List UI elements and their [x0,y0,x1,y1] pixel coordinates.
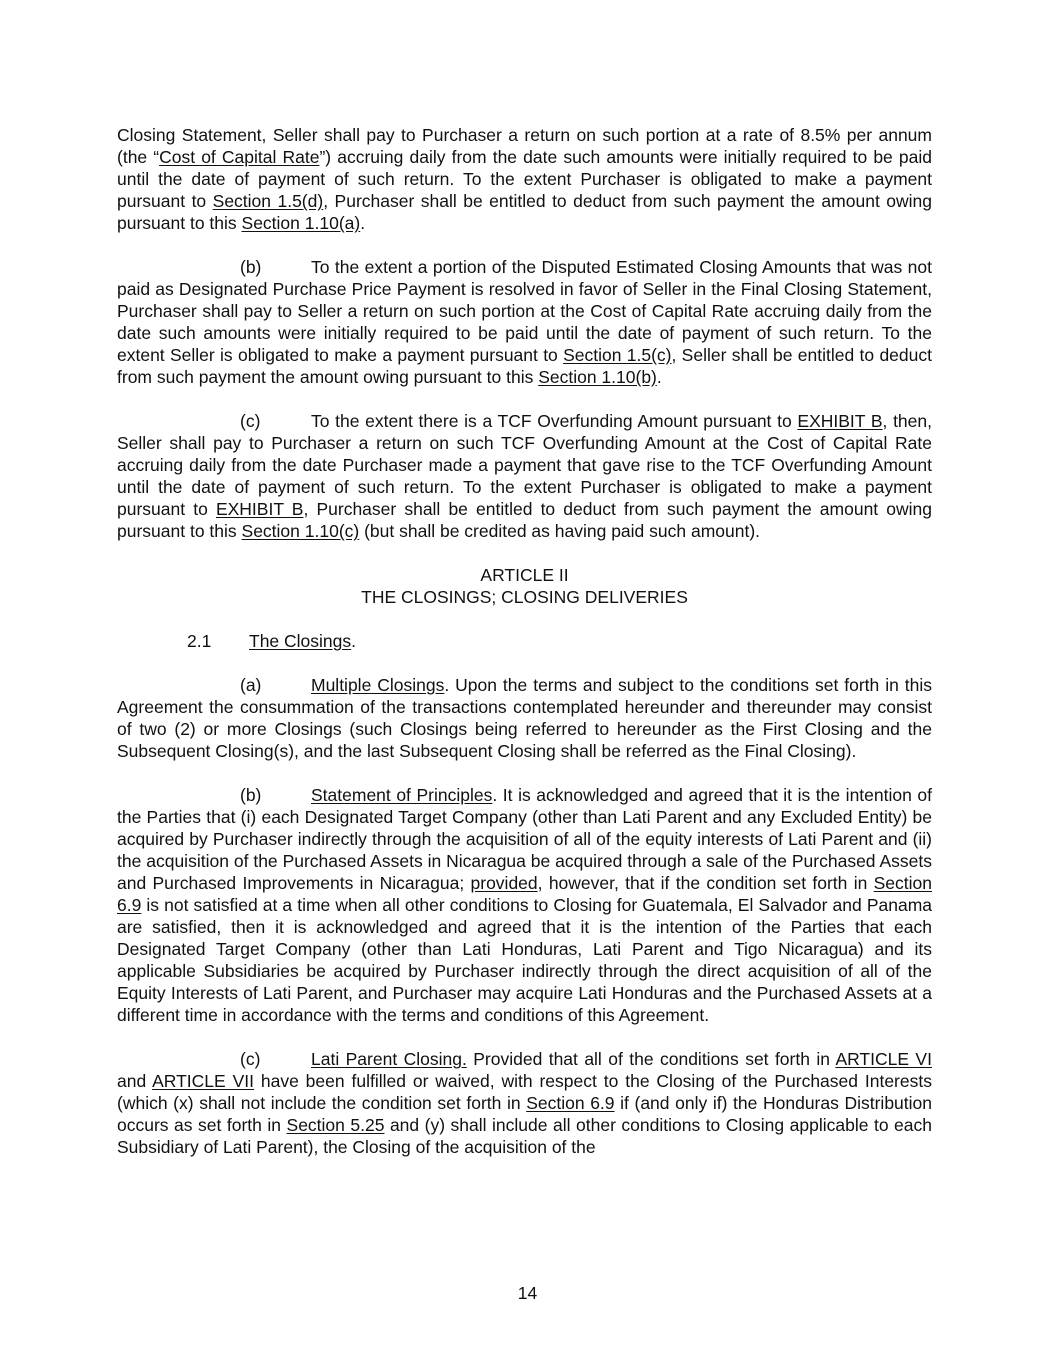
clause-label: (c) [240,1049,261,1069]
cross-reference: Section 5.25 [286,1115,385,1135]
text-run: , Seller shall be entitled to deduct from such payment the amount owing pursuant to this [117,345,932,387]
cross-reference: Section 6.9 [526,1093,615,1113]
clause-label: (b) [240,257,262,277]
cross-reference: ARTICLE VI [835,1049,932,1069]
paragraph-2-1-a [117,674,932,762]
paragraph-1-10-c [117,410,932,542]
cross-reference: ARTICLE VII [152,1071,254,1091]
paragraph-1-10-a-continued [117,124,932,234]
text-run: . [360,213,366,233]
cross-reference: Section 6.9 [117,873,932,915]
text-run: Provided that all of the conditions set forth in [466,1049,836,1069]
cross-reference: EXHIBIT B [215,499,304,519]
text-run: if (and only if) the Honduras Distribution occurs as set forth in [117,1093,933,1135]
article-title: THE CLOSINGS; CLOSING DELIVERIES [361,587,688,607]
text-run: To the extent there is a TCF Overfunding Amount pursuant to [311,411,798,431]
clause-label: (b) [240,785,262,805]
cross-reference: Section 1.10(c) [241,521,360,541]
document-page [117,124,932,1158]
text-run: ”) accruing daily from the date such amounts were initially required to be paid until the date of payment of such return. To the extent Purchaser is obligated to make a payment pursuant to [117,147,932,211]
cross-reference: Section 1.5(d) [212,191,324,211]
article-number: ARTICLE II [480,565,569,585]
text-run: , however, that if the condition set forth in [537,873,874,893]
clause-label: (c) [240,411,261,431]
defined-term-provided: provided [470,873,538,893]
text-run: and (y) shall include all other conditions to Closing applicable to each Subsidiary of Lati Parent), the Closing of the acquisition of the [117,1115,933,1157]
paragraph-2-1-c [117,1048,932,1158]
text-run: , Purchaser shall be entitled to deduct from such payment the amount owing pursuant to this [117,191,933,233]
clause-label: (a) [240,675,262,695]
clause-heading: Multiple Closings [311,675,445,695]
page-number: 14 [517,1283,538,1303]
text-run: and [117,1071,153,1091]
text-run: Closing Statement, Seller shall pay to Purchaser a return on such portion at a rate of 8.5% per annum (the “ [117,125,932,167]
text-run: have been fulfilled or waived, with respect to the Closing of the Purchased Interests (which (x) shall not include the condition set forth in [117,1071,932,1113]
text-run: , then, Seller shall pay to Purchaser a return on such TCF Overfunding Amount at the Cost of Capital Rate accruing daily from the date Purchaser made a payment that gave rise to the TCF Overfunding Amount until the date of payment of such return. To the extent Purchaser is obligated to make a payment pursuant to [117,411,932,519]
cross-reference: Section 1.10(a) [241,213,361,233]
cross-reference: Section 1.5(c) [563,345,672,365]
defined-term-cost-of-capital-rate: Cost of Capital Rate [159,147,320,167]
clause-heading: Statement of Principles [311,785,493,805]
text-run: is not satisfied at a time when all other conditions to Closing for Guatemala, El Salvador and Panama are satisfied, then it is acknowledged and agreed that it is the intention of the Parties that each Designated Target Company (other than Lati Honduras, Lati Parent and Tigo Nicaragua) and its applicable Subsidiaries be acquired by Purchaser indirectly through the direct acquisition of all of the Equity Interests of Lati Parent, and Purchaser may acquire Lati Honduras and the Purchased Assets at a different time in accordance with the terms and conditions of this Agreement. [117,895,932,1025]
paragraph-2-1-b [117,784,932,1026]
text-run: (but shall be credited as having paid such amount). [359,521,761,541]
section-title: The Closings [249,631,352,651]
text-run: . [656,367,662,387]
paragraph-1-10-b [117,256,932,388]
clause-heading: Lati Parent Closing. [311,1049,467,1069]
cross-reference: Section 1.10(b) [538,367,657,387]
text-run: . [351,631,357,651]
text-run: . It is acknowledged and agreed that it is the intention of the Parties that (i) each Designated Target Company (other than Lati Parent and any Excluded Entity) be acquired by Purchaser indirectly through the acquisition of all of the equity interests of Lati Parent and (ii) the acquisition of the Purchased Assets in Nicaragua be acquired through a sale of the Purchased Assets and Purchased Improvements in Nicaragua; [117,785,932,893]
cross-reference: EXHIBIT B [797,411,883,431]
text-run: , Purchaser shall be entitled to deduct from such payment the amount owing pursuant to this [117,499,933,541]
section-2-1-heading [117,630,932,652]
section-number: 2.1 [187,631,212,651]
text-run: . Upon the terms and subject to the conditions set forth in this Agreement the consummation of the transactions contemplated hereunder and thereunder may consist of two (2) or more Closings (such Closings being referred to hereunder as the First Closing and the Subsequent Closing(s), and the last Subsequent Closing shall be referred as the Final Closing). [117,675,932,761]
text-run: To the extent a portion of the Disputed Estimated Closing Amounts that was not paid as Designated Purchase Price Payment is resolved in favor of Seller in the Final Closing Statement, Purchaser shall pay to Seller a return on such portion at the Cost of Capital Rate accruing daily from the date such amounts were initially required to be paid until the date of payment of such return. To the extent Seller is obligated to make a payment pursuant to [117,257,932,365]
